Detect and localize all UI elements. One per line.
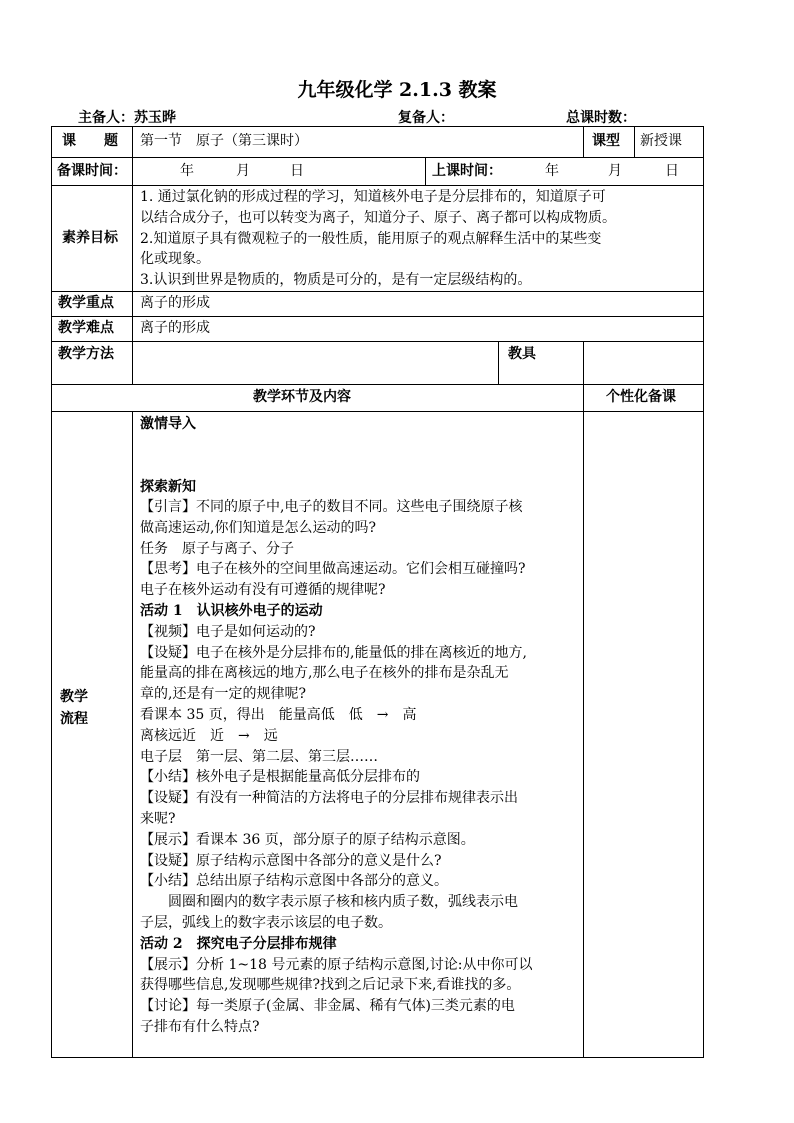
tools-label: 教具: [508, 346, 536, 362]
method-label: 教学方法: [58, 346, 114, 362]
content-line: 电子层 第一层、第二层、第三层……: [140, 748, 378, 765]
intro-heading: 激情导入: [140, 416, 196, 432]
goals-text: [140, 187, 616, 291]
prep-month: 月: [236, 163, 250, 179]
lesson-type-value: 新授课: [640, 133, 682, 149]
process-header: 教学环节及内容: [253, 389, 351, 405]
content-line: 【讨论】每一类原子(金属、非金属、稀有气体)三类元素的电: [140, 998, 515, 1015]
class-time-label: 上课时间：: [432, 163, 502, 179]
key-point-value: 离子的形成: [140, 295, 210, 311]
goal-line: 1. 通过氯化钠的形成过程的学习，知道核外电子是分层排布的，知道原子可: [140, 189, 606, 205]
content-line: 任务 原子与离子、分子: [140, 540, 294, 557]
author-label: 主备人：: [78, 110, 134, 126]
goal-line: 化或现象。: [140, 251, 210, 268]
content-line: 【视频】电子是如何运动的?: [140, 623, 316, 640]
activity1-heading: 活动 1 认识核外电子的运动: [140, 602, 323, 619]
prep-day: 日: [290, 163, 304, 179]
content-line: 做高速运动,你们知道是怎么运动的吗?: [140, 519, 376, 536]
goal-line: 3.认识到世界是物质的，物质是可分的，是有一定层级结构的。: [140, 272, 532, 289]
content-line: 【小结】核外电子是根据能量高低分层排布的: [140, 769, 420, 786]
prep-year: 年: [180, 163, 194, 179]
content-line: 看课本 35 页，得出 能量高低 低 → 高: [140, 706, 417, 723]
content-line: 【设疑】有没有一种简洁的方法将电子的分层排布规律表示出: [140, 790, 518, 807]
content-line: 电子在核外运动有没有可遵循的规律呢?: [140, 582, 386, 599]
lesson-type-label: 课型: [592, 133, 620, 149]
content-line: 子层，弧线上的数字表示该层的电子数。: [140, 914, 392, 931]
class-year: 年: [545, 163, 559, 179]
goal-line: 2.知道原子具有微观粒子的一般性质，能用原子的观点解释生活中的某些变: [140, 230, 602, 247]
goal-line: 以结合成分子，也可以转变为离子，知道分子、原子、离子都可以构成物质。: [140, 209, 616, 226]
coauthor-label: 复备人：: [398, 110, 454, 126]
content-line: 【展示】分析 1~18 号元素的原子结构示意图,讨论:从中你可以: [140, 956, 533, 973]
content-line: 来呢?: [140, 810, 176, 827]
content-line: 能量高的排在离核远的地方,那么电子在核外的排布是杂乱无: [140, 665, 509, 682]
author-field: [78, 107, 176, 127]
topic-value: 第一节 原子（第三课时）: [140, 133, 308, 149]
total-periods-label: 总课时数：: [566, 110, 636, 126]
content-line: 获得哪些信息,发现哪些规律?找到之后记录下来,看谁找的多。: [140, 977, 521, 994]
prep-time-label: 备课时间：: [57, 163, 127, 179]
author-name: 苏玉晔: [134, 110, 176, 126]
content-line: 圆圈和圈内的数字表示原子核和核内质子数，弧线表示电: [140, 894, 518, 911]
key-point-label: 教学重点: [58, 295, 114, 311]
difficulty-label: 教学难点: [58, 320, 114, 336]
document-title: 九年级化学 2.1.3 教案: [297, 79, 497, 101]
content-line: 子排布有什么特点?: [140, 1018, 260, 1035]
content-line: 【展示】看课本 36 页，部分原子的原子结构示意图。: [140, 831, 475, 848]
topic-label: 课 题: [62, 133, 118, 149]
personal-prep-header: 个性化备课: [606, 389, 676, 405]
class-month: 月: [608, 163, 622, 179]
content-line: 【小结】总结出原子结构示意图中各部分的意义。: [140, 873, 448, 890]
explore-heading: 探索新知: [140, 479, 196, 495]
content-line: 【引言】不同的原子中,电子的数目不同。这些电子围绕原子核: [140, 499, 523, 515]
class-day: 日: [665, 163, 679, 179]
difficulty-value: 离子的形成: [140, 320, 210, 336]
content-line: 章的,还是有一定的规律呢?: [140, 686, 306, 703]
content-line: 【设疑】原子结构示意图中各部分的意义是什么?: [140, 852, 442, 869]
goals-label: 素养目标: [62, 230, 118, 246]
content-line: 【思考】电子在核外的空间里做高速运动。它们会相互碰撞吗?: [140, 561, 526, 578]
content-block-a: [140, 497, 533, 1038]
content-line: 离核远近 近 → 远: [140, 727, 278, 744]
content-line: 【设疑】电子在核外是分层排布的,能量低的排在离核近的地方,: [140, 644, 527, 661]
activity2-heading: 活动 2 探究电子分层排布规律: [140, 935, 337, 952]
flow-label: 教学 流程: [60, 689, 88, 727]
